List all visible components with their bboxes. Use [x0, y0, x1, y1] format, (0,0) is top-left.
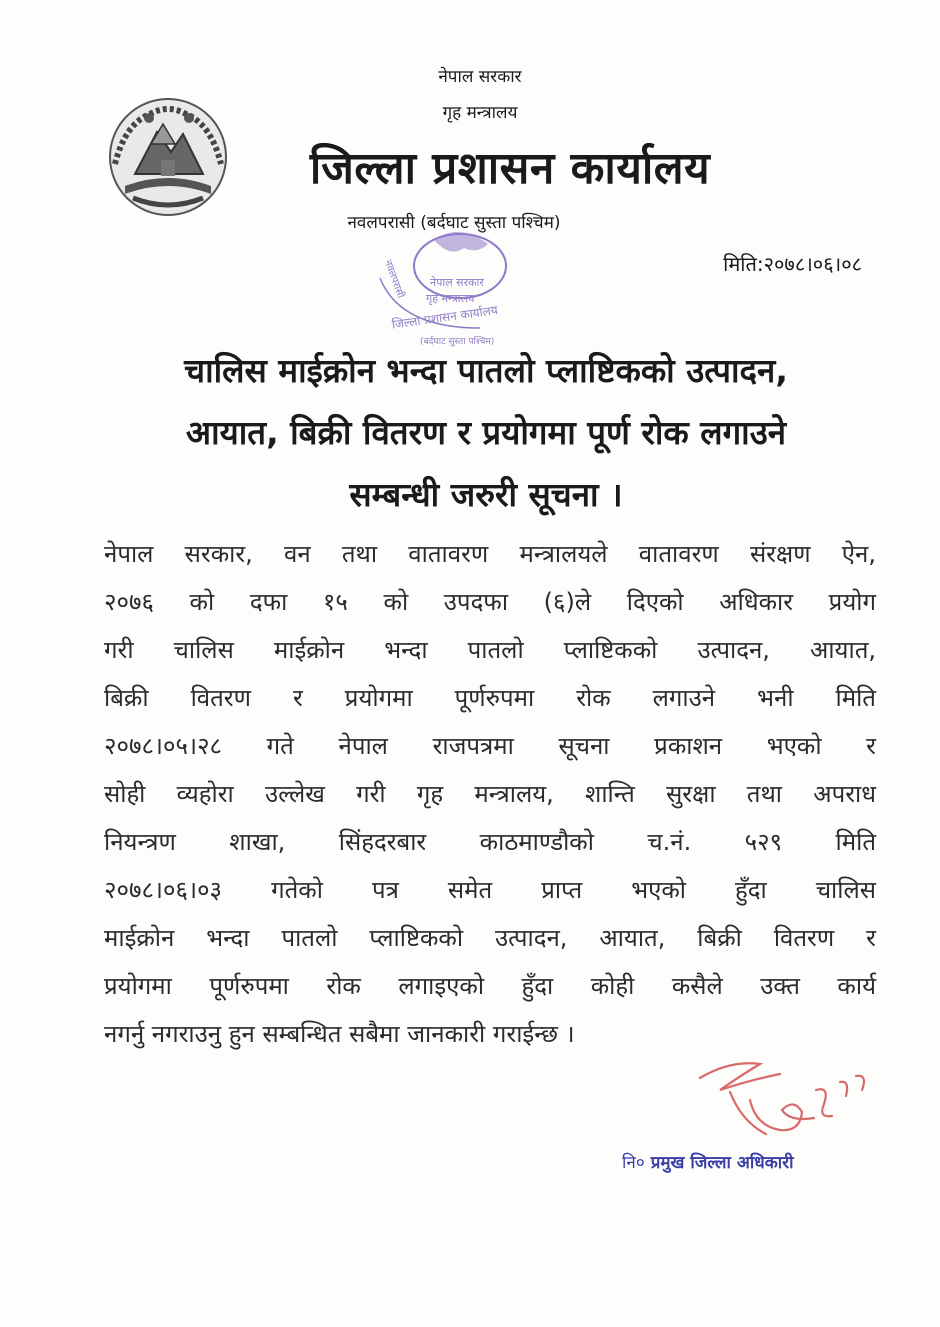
- signer-title-text: प्रमुख जिल्ला अधिकारी: [650, 1153, 794, 1173]
- body-line: नेपाल सरकार, वन तथा वातावरण मन्त्रालयले वातावरण संरक्षण ऐन,: [104, 540, 876, 568]
- government-name: नेपाल सरकार: [438, 67, 522, 87]
- office-seal-stamp: [360, 218, 538, 350]
- body-line: २०७८।०६।०३ गतेको पत्र समेत प्राप्त भएको हुँदा चालिस: [104, 876, 876, 904]
- body-line: नगर्नु नगराउनु हुन सम्बन्धित सबैमा जानकारी गराईन्छ ।: [104, 1020, 575, 1048]
- stamp-text-3: जिल्ला प्रशासन कार्यालय: [390, 302, 499, 332]
- body-line: २०७८।०५।२८ गते नेपाल राजपत्रमा सूचना प्रकाशन भएको र: [104, 732, 876, 760]
- stamp-text-4: (बर्दघाट सुस्ता पश्चिम): [420, 337, 495, 347]
- notice-title-line-2: आयात, बिक्री वितरण र प्रयोगमा पूर्ण रोक लगाउने: [185, 413, 787, 452]
- office-address: नवलपरासी (बर्दघाट सुस्ता पश्चिम): [347, 213, 561, 233]
- body-line: २०७६ को दफा १५ को उपदफा (६)ले दिएको अधिकार प्रयोग: [104, 588, 876, 616]
- signer-designation: [622, 1150, 794, 1173]
- stamp-text-5: नवलपरासी: [381, 258, 406, 300]
- handwritten-signature: [690, 1030, 880, 1150]
- signer-prefix: नि०: [622, 1153, 645, 1173]
- body-line: सोही व्यहोरा उल्लेख गरी गृह मन्त्रालय, शान्ति सुरक्षा तथा अपराध: [104, 780, 876, 808]
- body-line: बिक्री वितरण र प्रयोगमा पूर्णरुपमा रोक लगाउने भनी मिति: [104, 684, 876, 712]
- body-line: प्रयोगमा पूर्णरुपमा रोक लगाइएको हुँदा कोही कसैले उक्त कार्य: [104, 972, 876, 1000]
- office-title: जिल्ला प्रशासन कार्यालय: [309, 143, 711, 194]
- stamp-text-2: गृह मन्त्रालय: [426, 292, 475, 305]
- body-line: गरी चालिस माईक्रोन भन्दा पातलो प्लाष्टिकको उत्पादन, आयात,: [104, 636, 876, 664]
- notice-body: [104, 530, 876, 1058]
- stamp-text-1: नेपाल सरकार: [430, 276, 484, 289]
- ministry-name: गृह मन्त्रालय: [442, 103, 518, 123]
- body-line: नियन्त्रण शाखा, सिंहदरबार काठमाण्डौको च.नं. ५२९ मिति: [104, 828, 876, 856]
- notice-title-line-3: सम्बन्धी जरुरी सूचना ।: [349, 475, 623, 514]
- body-line: माईक्रोन भन्दा पातलो प्लाष्टिकको उत्पादन, आयात, बिक्री वितरण र: [104, 924, 876, 952]
- notice-title-line-1: चालिस माईक्रोन भन्दा पातलो प्लाष्टिकको उत्पादन,: [184, 351, 788, 390]
- notice-date: मिति:२०७८।०६।०८: [723, 252, 862, 276]
